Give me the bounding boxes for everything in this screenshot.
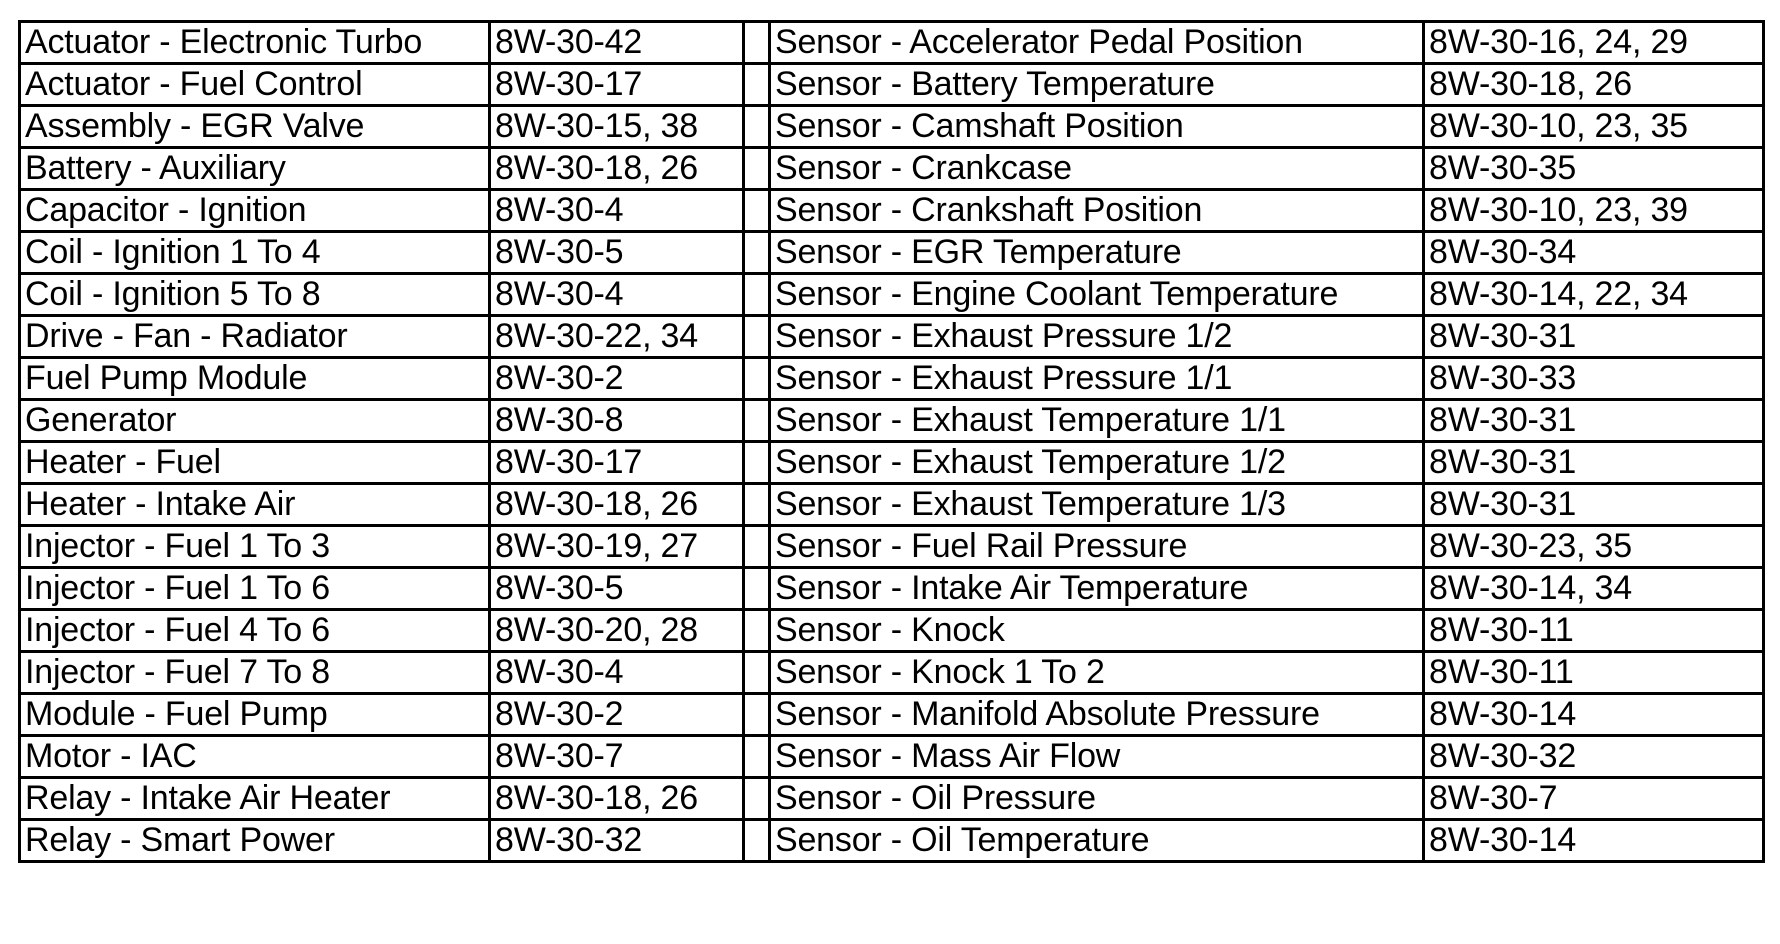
component-name-right: Sensor - Fuel Rail Pressure	[770, 526, 1424, 568]
component-name-left: Capacitor - Ignition	[20, 190, 490, 232]
table-row	[20, 358, 1764, 400]
component-name-left: Injector - Fuel 4 To 6	[20, 610, 490, 652]
component-name-right: Sensor - Exhaust Temperature 1/2	[770, 442, 1424, 484]
table-row	[20, 400, 1764, 442]
wiring-reference-right: 8W-30-10, 23, 35	[1424, 106, 1764, 148]
component-name-left: Motor - IAC	[20, 736, 490, 778]
wiring-reference-right: 8W-30-14	[1424, 820, 1764, 862]
wiring-reference-left: 8W-30-18, 26	[490, 484, 744, 526]
column-divider	[744, 358, 770, 400]
wiring-reference-right: 8W-30-33	[1424, 358, 1764, 400]
table-row	[20, 694, 1764, 736]
wiring-reference-right: 8W-30-11	[1424, 652, 1764, 694]
wiring-reference-left: 8W-30-4	[490, 652, 744, 694]
wiring-reference-left: 8W-30-17	[490, 442, 744, 484]
column-divider	[744, 190, 770, 232]
wiring-reference-right: 8W-30-11	[1424, 610, 1764, 652]
column-divider	[744, 778, 770, 820]
wiring-reference-left: 8W-30-8	[490, 400, 744, 442]
component-name-right: Sensor - Accelerator Pedal Position	[770, 22, 1424, 64]
table-row	[20, 64, 1764, 106]
table-row	[20, 442, 1764, 484]
column-divider	[744, 526, 770, 568]
column-divider	[744, 400, 770, 442]
component-name-left: Injector - Fuel 7 To 8	[20, 652, 490, 694]
wiring-reference-left: 8W-30-2	[490, 694, 744, 736]
component-name-right: Sensor - Exhaust Pressure 1/2	[770, 316, 1424, 358]
wiring-reference-right: 8W-30-7	[1424, 778, 1764, 820]
component-name-left: Drive - Fan - Radiator	[20, 316, 490, 358]
component-name-left: Heater - Fuel	[20, 442, 490, 484]
wiring-reference-left: 8W-30-5	[490, 568, 744, 610]
wiring-reference-left: 8W-30-42	[490, 22, 744, 64]
component-name-right: Sensor - Mass Air Flow	[770, 736, 1424, 778]
table-row	[20, 232, 1764, 274]
wiring-reference-right: 8W-30-35	[1424, 148, 1764, 190]
wiring-reference-left: 8W-30-32	[490, 820, 744, 862]
component-name-right: Sensor - Battery Temperature	[770, 64, 1424, 106]
column-divider	[744, 568, 770, 610]
component-name-right: Sensor - Exhaust Temperature 1/1	[770, 400, 1424, 442]
column-divider	[744, 736, 770, 778]
component-index-page	[18, 20, 1762, 920]
component-name-left: Assembly - EGR Valve	[20, 106, 490, 148]
wiring-reference-right: 8W-30-31	[1424, 316, 1764, 358]
component-name-left: Module - Fuel Pump	[20, 694, 490, 736]
wiring-reference-right: 8W-30-34	[1424, 232, 1764, 274]
table-row	[20, 190, 1764, 232]
component-name-right: Sensor - Crankcase	[770, 148, 1424, 190]
wiring-reference-right: 8W-30-31	[1424, 400, 1764, 442]
component-name-right: Sensor - Knock 1 To 2	[770, 652, 1424, 694]
column-divider	[744, 442, 770, 484]
component-name-right: Sensor - EGR Temperature	[770, 232, 1424, 274]
component-name-left: Coil - Ignition 5 To 8	[20, 274, 490, 316]
component-name-left: Relay - Intake Air Heater	[20, 778, 490, 820]
table-row	[20, 22, 1764, 64]
wiring-reference-right: 8W-30-31	[1424, 442, 1764, 484]
table-row	[20, 148, 1764, 190]
wiring-reference-left: 8W-30-17	[490, 64, 744, 106]
wiring-reference-left: 8W-30-15, 38	[490, 106, 744, 148]
component-name-left: Relay - Smart Power	[20, 820, 490, 862]
component-name-right: Sensor - Crankshaft Position	[770, 190, 1424, 232]
table-row	[20, 736, 1764, 778]
component-name-left: Injector - Fuel 1 To 6	[20, 568, 490, 610]
component-name-left: Heater - Intake Air	[20, 484, 490, 526]
table-row	[20, 820, 1764, 862]
component-name-left: Coil - Ignition 1 To 4	[20, 232, 490, 274]
component-name-right: Sensor - Camshaft Position	[770, 106, 1424, 148]
table-row	[20, 106, 1764, 148]
component-name-right: Sensor - Knock	[770, 610, 1424, 652]
component-name-left: Fuel Pump Module	[20, 358, 490, 400]
wiring-reference-left: 8W-30-18, 26	[490, 778, 744, 820]
component-name-right: Sensor - Engine Coolant Temperature	[770, 274, 1424, 316]
table-row	[20, 778, 1764, 820]
component-name-left: Actuator - Electronic Turbo	[20, 22, 490, 64]
wiring-reference-left: 8W-30-4	[490, 190, 744, 232]
component-name-left: Generator	[20, 400, 490, 442]
component-name-right: Sensor - Intake Air Temperature	[770, 568, 1424, 610]
wiring-reference-right: 8W-30-32	[1424, 736, 1764, 778]
wiring-reference-right: 8W-30-23, 35	[1424, 526, 1764, 568]
wiring-reference-left: 8W-30-19, 27	[490, 526, 744, 568]
wiring-reference-right: 8W-30-31	[1424, 484, 1764, 526]
component-index-table	[18, 20, 1765, 863]
column-divider	[744, 232, 770, 274]
column-divider	[744, 652, 770, 694]
wiring-reference-right: 8W-30-16, 24, 29	[1424, 22, 1764, 64]
table-row	[20, 484, 1764, 526]
column-divider	[744, 22, 770, 64]
component-name-right: Sensor - Exhaust Temperature 1/3	[770, 484, 1424, 526]
column-divider	[744, 106, 770, 148]
wiring-reference-left: 8W-30-5	[490, 232, 744, 274]
column-divider	[744, 484, 770, 526]
wiring-reference-right: 8W-30-14, 34	[1424, 568, 1764, 610]
wiring-reference-left: 8W-30-20, 28	[490, 610, 744, 652]
column-divider	[744, 820, 770, 862]
component-name-left: Battery - Auxiliary	[20, 148, 490, 190]
table-row	[20, 652, 1764, 694]
component-name-left: Injector - Fuel 1 To 3	[20, 526, 490, 568]
wiring-reference-right: 8W-30-10, 23, 39	[1424, 190, 1764, 232]
component-name-right: Sensor - Oil Temperature	[770, 820, 1424, 862]
component-name-right: Sensor - Oil Pressure	[770, 778, 1424, 820]
wiring-reference-left: 8W-30-7	[490, 736, 744, 778]
column-divider	[744, 694, 770, 736]
table-row	[20, 610, 1764, 652]
wiring-reference-left: 8W-30-4	[490, 274, 744, 316]
wiring-reference-left: 8W-30-18, 26	[490, 148, 744, 190]
column-divider	[744, 316, 770, 358]
component-index-body	[20, 22, 1764, 862]
wiring-reference-left: 8W-30-22, 34	[490, 316, 744, 358]
column-divider	[744, 610, 770, 652]
component-name-right: Sensor - Exhaust Pressure 1/1	[770, 358, 1424, 400]
wiring-reference-right: 8W-30-14, 22, 34	[1424, 274, 1764, 316]
wiring-reference-right: 8W-30-18, 26	[1424, 64, 1764, 106]
wiring-reference-left: 8W-30-2	[490, 358, 744, 400]
component-name-right: Sensor - Manifold Absolute Pressure	[770, 694, 1424, 736]
table-row	[20, 316, 1764, 358]
table-row	[20, 274, 1764, 316]
wiring-reference-right: 8W-30-14	[1424, 694, 1764, 736]
column-divider	[744, 148, 770, 190]
column-divider	[744, 274, 770, 316]
table-row	[20, 568, 1764, 610]
component-name-left: Actuator - Fuel Control	[20, 64, 490, 106]
table-row	[20, 526, 1764, 568]
column-divider	[744, 64, 770, 106]
